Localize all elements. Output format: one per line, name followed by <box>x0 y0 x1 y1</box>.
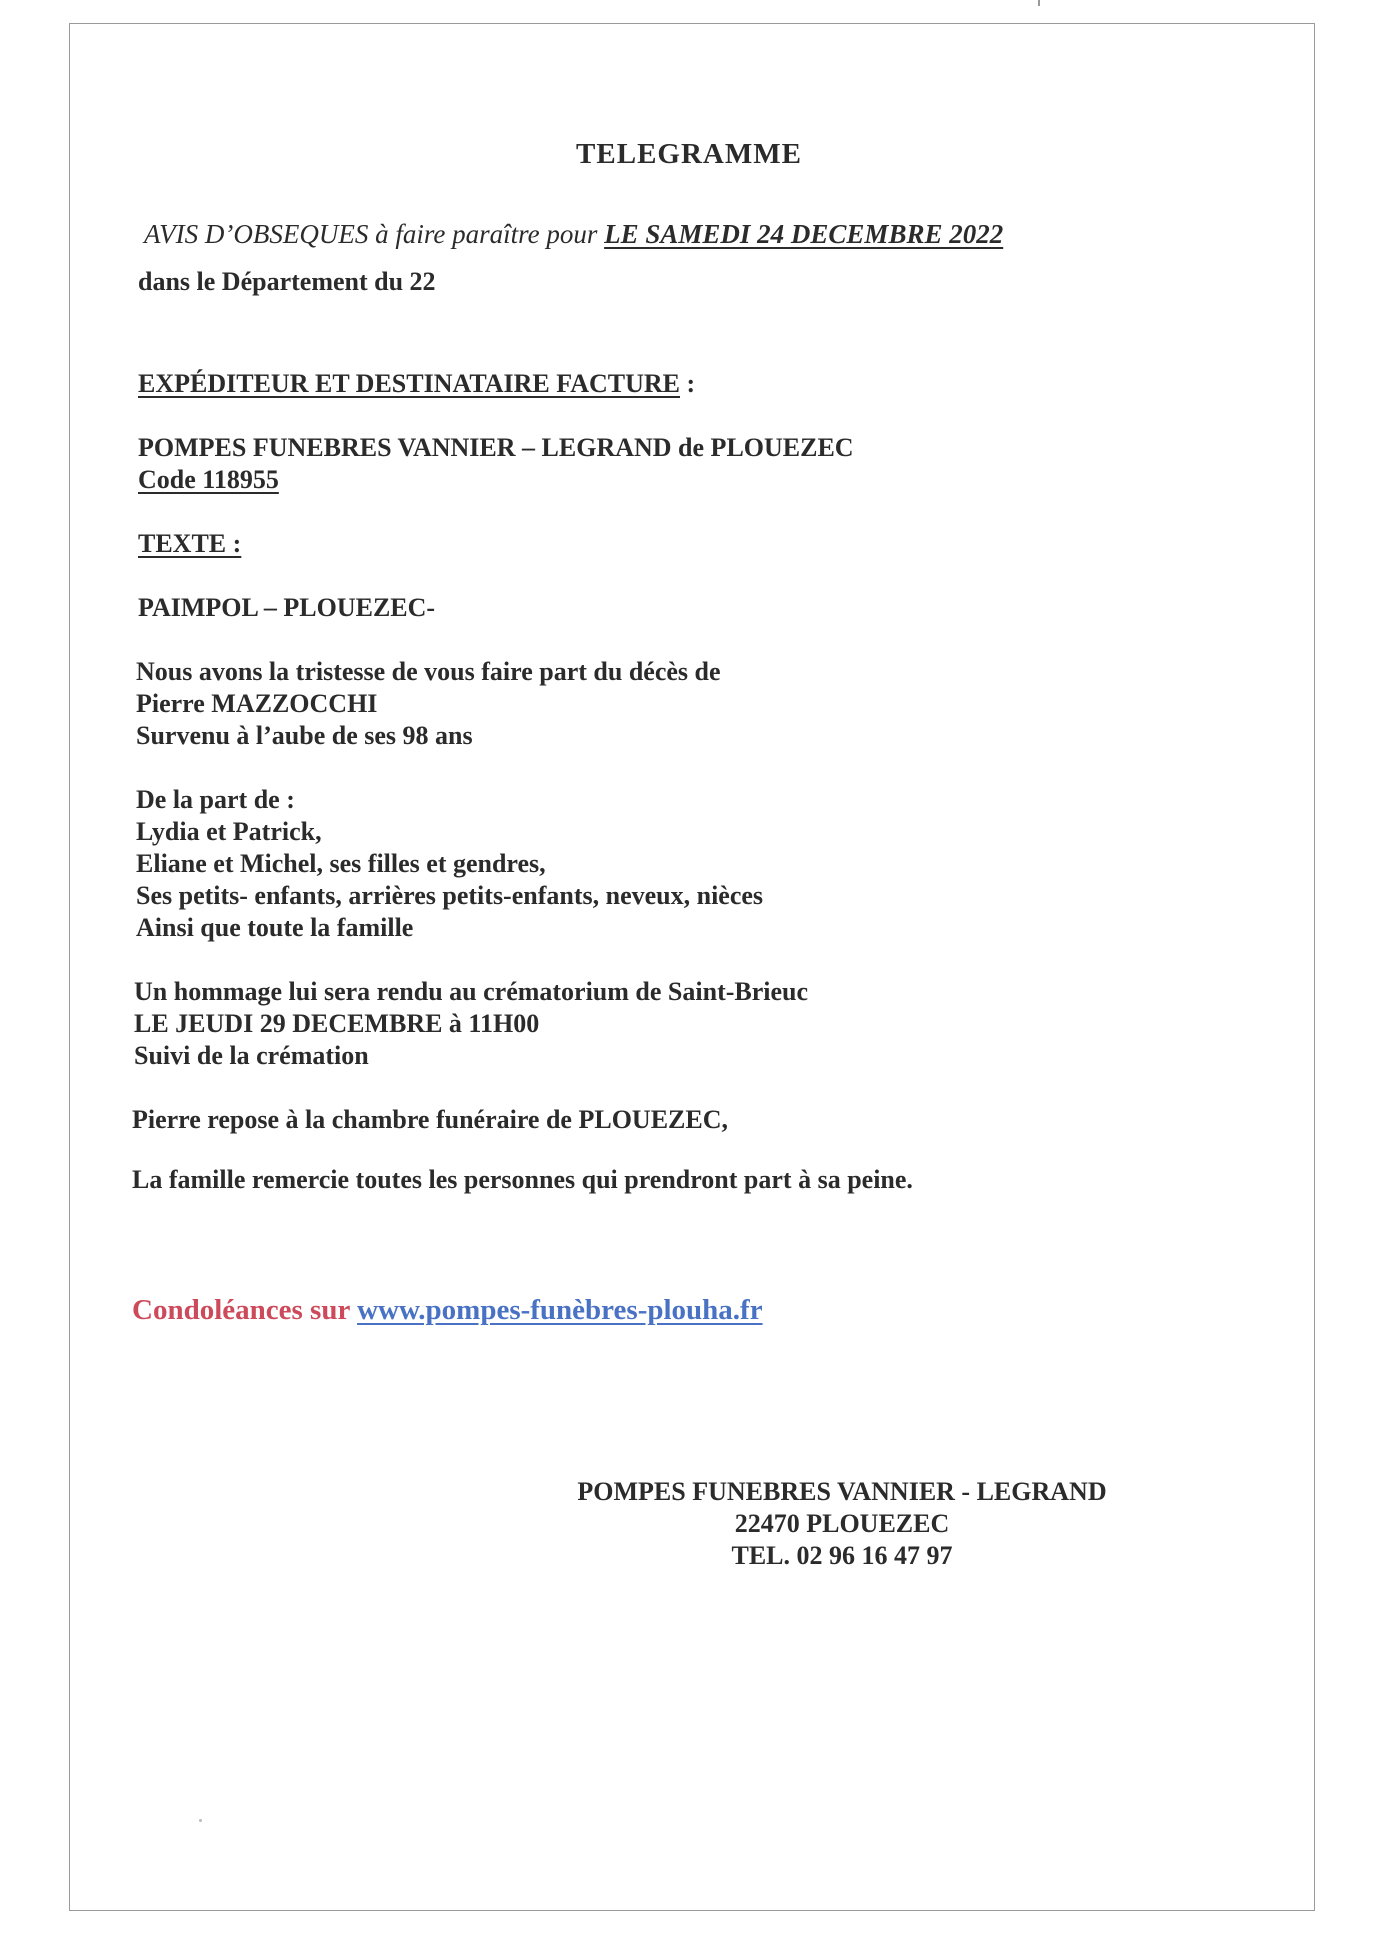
family-line: Ses petits- enfants, arrières petits-enfants, neveux, nièces <box>136 881 764 910</box>
sender-code: Code 118955 <box>138 465 279 494</box>
notice-line <box>144 218 1003 250</box>
scan-speck <box>199 1819 202 1822</box>
announce-line: Survenu à l’aube de ses 98 ans <box>136 721 473 750</box>
deceased-name: Pierre MAZZOCCHI <box>136 689 378 718</box>
sender-name: POMPES FUNEBRES VANNIER – LEGRAND de PLOUEZEC <box>138 433 854 462</box>
family-line: Eliane et Michel, ses filles et gendres, <box>136 849 546 878</box>
footer-company: POMPES FUNEBRES VANNIER - LEGRAND <box>577 1477 1107 1506</box>
document-title: TELEGRAMME <box>576 138 802 170</box>
announce-line: Nous avons la tristesse de vous faire part du décès de <box>136 657 721 686</box>
sender-label-suffix: : <box>680 369 696 398</box>
family-line: Ainsi que toute la famille <box>136 913 414 942</box>
ceremony-line: Suivi de la crémation <box>134 1041 369 1070</box>
notice-prefix: AVIS D’OBSEQUES à faire paraître pour <box>144 219 605 249</box>
condolences-line <box>132 1294 763 1326</box>
ceremony-line: LE JEUDI 29 DECEMBRE à 11H00 <box>134 1009 540 1038</box>
footer-address: 22470 PLOUEZEC <box>734 1509 950 1538</box>
condolences-link[interactable]: www.pompes-funèbres-plouha.fr <box>357 1294 763 1326</box>
family-line: De la part de : <box>136 785 295 814</box>
publication-date: LE SAMEDI 24 DECEMBRE 2022 <box>604 219 1004 249</box>
thanks-line: La famille remercie toutes les personnes qui prendront part à sa peine. <box>132 1165 913 1194</box>
condolences-label: Condoléances sur <box>132 1294 358 1326</box>
ceremony-line: Un hommage lui sera rendu au crématorium de Saint-Brieuc <box>134 977 809 1006</box>
page-border <box>69 23 1315 1911</box>
footer-phone: TEL. 02 96 16 47 97 <box>731 1541 953 1570</box>
family-line: Lydia et Patrick, <box>136 817 322 846</box>
sender-label: EXPÉDITEUR ET DESTINATAIRE FACTURE <box>138 369 681 398</box>
sender-heading <box>138 368 695 400</box>
texte-heading: TEXTE : <box>138 529 242 558</box>
repose-line: Pierre repose à la chambre funéraire de PLOUEZEC, <box>132 1105 728 1134</box>
department-line: dans le Département du 22 <box>138 267 436 296</box>
place-line: PAIMPOL – PLOUEZEC- <box>138 593 436 622</box>
scan-mark <box>1038 0 1040 6</box>
